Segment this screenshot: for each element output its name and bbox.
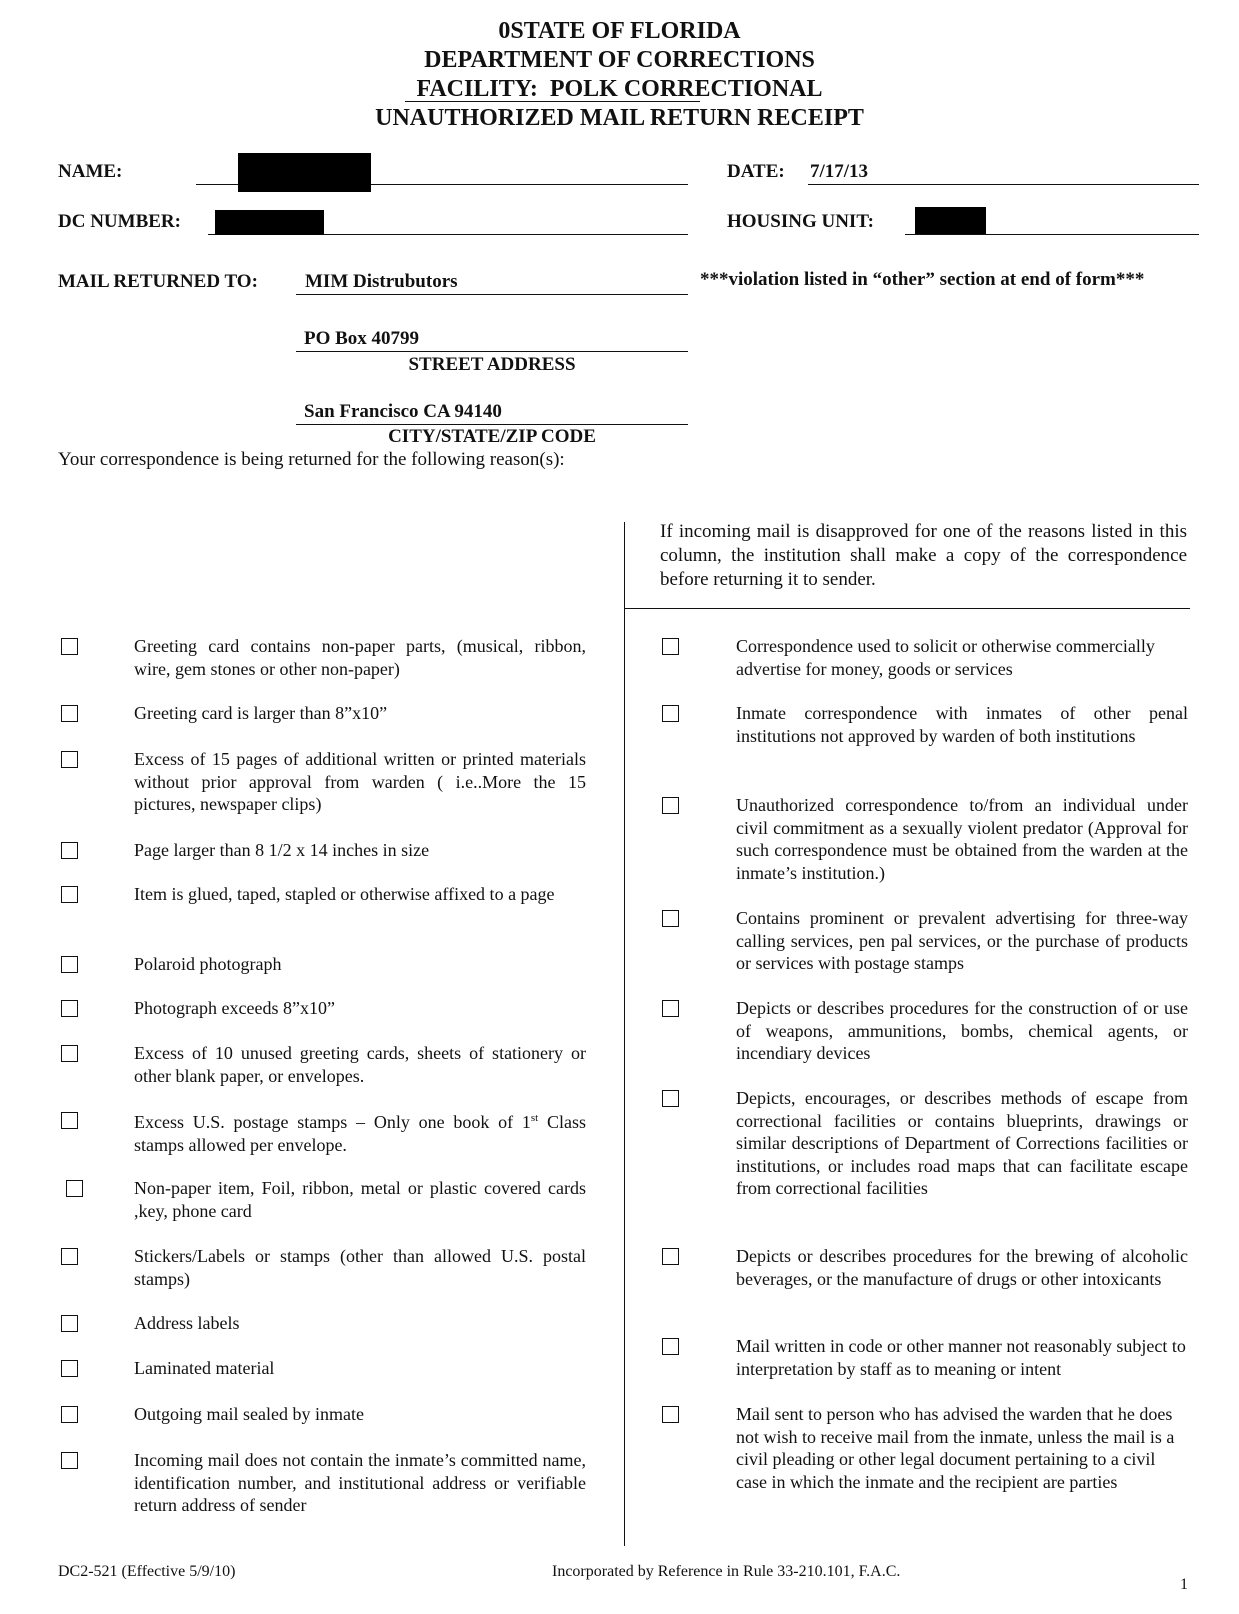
reason-checkbox-affixed-item[interactable] [61, 886, 78, 903]
superscript: st [530, 1112, 539, 1124]
reason-checkbox-outgoing-sealed[interactable] [61, 1406, 78, 1423]
reason-checkbox-missing-inmate-info[interactable] [61, 1452, 78, 1469]
reason-checkbox-alcohol-drugs[interactable] [662, 1248, 679, 1265]
reason-checkbox-excess-blank-paper[interactable] [61, 1045, 78, 1062]
form-number: DC2-521 (Effective 5/9/10) [58, 1563, 236, 1580]
reason-label: Inmate correspondence with inmates of other penal institutions not approved by warden of both institutions [736, 703, 1188, 746]
reason-label: Correspondence used to solicit or otherwise commercially advertise for money, goods or services [736, 636, 1155, 679]
reason-label: Non-paper item, Foil, ribbon, metal or plastic covered cards ,key, phone card [134, 1178, 586, 1221]
street-address-caption: STREET ADDRESS [408, 354, 576, 375]
reasons-intro: Your correspondence is being returned for the following reason(s): [58, 449, 565, 470]
street-address-field-line[interactable] [296, 351, 688, 352]
reason-label: Item is glued, taped, stapled or otherwise affixed to a page [134, 884, 555, 904]
facility-heading [0, 75, 1239, 104]
date-field-line[interactable] [808, 184, 1199, 185]
violation-note: ***violation listed in “other” section at end of form*** [700, 269, 1145, 290]
reason-checkbox-polaroid[interactable] [61, 956, 78, 973]
reason-checkbox-recipient-refused[interactable] [662, 1406, 679, 1423]
right-column-intro: If incoming mail is disapproved for one of the reasons listed in this column, the institution shall make a copy of the correspondence before returning it to sender. [660, 521, 1187, 590]
name-label: NAME: [58, 161, 123, 182]
reason-checkbox-non-paper-greeting-card[interactable] [61, 638, 78, 655]
reason-label: Greeting card contains non-paper parts, (musical, ribbon, wire, gem stones or other non-paper) [134, 636, 586, 679]
reason-label: Depicts or describes procedures for the brewing of alcoholic beverages, or the manufacture of drugs or other intoxicants [736, 1246, 1188, 1289]
reason-label: Outgoing mail sealed by inmate [134, 1404, 364, 1424]
date-value: 7/17/13 [810, 161, 869, 182]
department-heading: DEPARTMENT OF CORRECTIONS [424, 47, 815, 73]
reason-label: Unauthorized correspondence to/from an individual under civil commitment as a sexually violent predator (Approval for such correspondence must be obtained from the warden at the inmate’s institution.) [736, 795, 1188, 883]
reason-label: Stickers/Labels or stamps (other than allowed U.S. postal stamps) [134, 1246, 586, 1289]
page-number: 1 [1180, 1576, 1188, 1593]
column-divider [624, 522, 625, 1546]
reason-checkbox-advertising[interactable] [662, 910, 679, 927]
reason-checkbox-commercial-solicit[interactable] [662, 638, 679, 655]
reason-checkbox-laminated[interactable] [61, 1360, 78, 1377]
incorporated-reference: Incorporated by Reference in Rule 33-210.101, F.A.C. [552, 1563, 901, 1580]
reason-label [134, 1107, 586, 1156]
reason-label: Excess of 10 unused greeting cards, sheets of stationery or other blank paper, or envelopes. [134, 1043, 586, 1086]
mail-returned-to-value: MIM Distrubutors [305, 271, 458, 292]
redaction-name [238, 153, 371, 192]
city-state-zip-field-line[interactable] [296, 424, 688, 425]
reason-checkbox-civil-commitment[interactable] [662, 797, 679, 814]
dc-number-label: DC NUMBER: [58, 211, 181, 232]
reason-label: Excess of 15 pages of additional written or printed materials without prior approval from warden ( i.e..More the 15 pictures, newspaper clips) [134, 749, 586, 814]
reason-label: Photograph exceeds 8”x10” [134, 998, 335, 1018]
street-address-value: PO Box 40799 [304, 328, 420, 349]
city-state-zip-caption: CITY/STATE/ZIP CODE [388, 426, 596, 447]
reason-checkbox-excess-pages[interactable] [61, 751, 78, 768]
housing-unit-label: HOUSING UNIT: [727, 211, 874, 232]
right-intro-rule [625, 608, 1190, 609]
reason-checkbox-photo-size[interactable] [61, 1000, 78, 1017]
form-title: UNAUTHORIZED MAIL RETURN RECEIPT [375, 105, 864, 131]
reason-checkbox-non-paper-item[interactable] [66, 1180, 83, 1197]
reason-checkbox-escape[interactable] [662, 1090, 679, 1107]
reason-checkbox-excess-stamps[interactable] [61, 1112, 78, 1129]
reason-checkbox-code[interactable] [662, 1338, 679, 1355]
reason-checkbox-inmate-to-inmate[interactable] [662, 705, 679, 722]
reason-text-cont: Class stamps allowed per envelope. [134, 1112, 586, 1155]
reason-label: Depicts, encourages, or describes methods of escape from correctional facilities or contains blueprints, drawings or similar descriptions of Department of Corrections facilities or institutions, or includes road maps that can facilitate escape from correctional facilities [736, 1088, 1188, 1198]
reason-label: Page larger than 8 1/2 x 14 inches in size [134, 840, 430, 860]
reason-checkbox-stickers-labels[interactable] [61, 1248, 78, 1265]
reason-label: Mail written in code or other manner not reasonably subject to interpretation by staff as to meaning or intent [736, 1336, 1186, 1379]
facility-value: POLK CORRECTIONAL [549, 76, 823, 102]
reason-label: Address labels [134, 1313, 240, 1333]
reason-label: Incoming mail does not contain the inmate’s committed name, identification number, and institutional address or verifiable return address of sender [134, 1450, 586, 1515]
reason-label: Depicts or describes procedures for the construction of or use of weapons, ammunitions, bombs, chemical agents, or incendiary devices [736, 998, 1188, 1063]
facility-label: FACILITY: [416, 76, 538, 102]
reason-label: Contains prominent or prevalent advertising for three-way calling services, pen pal services, or the purchase of products or services with postage stamps [736, 908, 1188, 973]
reason-checkbox-weapons[interactable] [662, 1000, 679, 1017]
reason-label: Mail sent to person who has advised the warden that he does not wish to receive mail from the inmate, unless the mail is a civil pleading or other legal document pertaining to a civil case in which the inmate and the recipient are parties [736, 1404, 1175, 1492]
reason-text: Excess U.S. postage stamps – Only one book of 1 [134, 1112, 531, 1132]
redaction-dc-number [215, 210, 324, 235]
reason-label: Laminated material [134, 1358, 275, 1378]
date-label: DATE: [727, 161, 785, 182]
city-state-zip-value: San Francisco CA 94140 [304, 401, 502, 422]
reason-label: Greeting card is larger than 8”x10” [134, 703, 388, 723]
reason-checkbox-address-labels[interactable] [61, 1315, 78, 1332]
mail-returned-to-label: MAIL RETURNED TO: [58, 271, 258, 292]
mail-returned-to-field-line[interactable] [296, 294, 688, 295]
housing-unit-field-line[interactable] [905, 234, 1199, 235]
reason-checkbox-page-size[interactable] [61, 842, 78, 859]
redaction-housing-unit [915, 207, 986, 234]
reason-checkbox-greeting-card-size[interactable] [61, 705, 78, 722]
state-heading: 0STATE OF FLORIDA [498, 18, 741, 44]
reason-label: Polaroid photograph [134, 954, 282, 974]
